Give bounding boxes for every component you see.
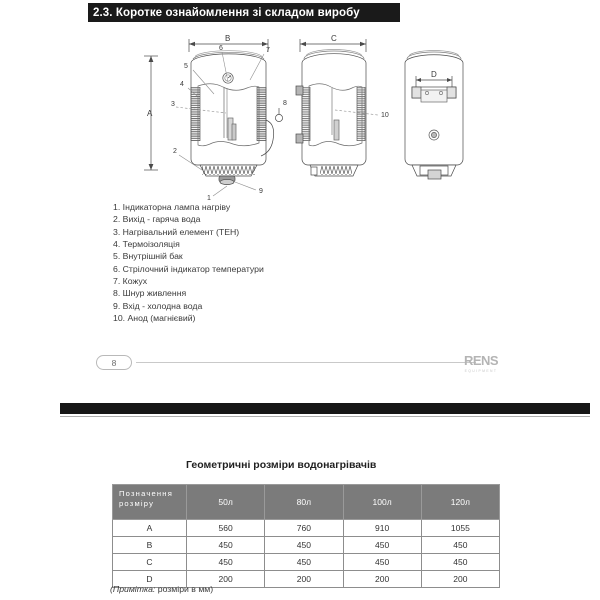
page-number-badge (96, 355, 132, 370)
svg-text:10: 10 (381, 112, 389, 119)
section-divider-line (60, 416, 590, 417)
table-cell: 200 (343, 571, 421, 588)
svg-text:3: 3 (171, 101, 175, 108)
table-cell: 200 (265, 571, 343, 588)
table-cell: 760 (265, 520, 343, 537)
brand-logo (455, 353, 507, 373)
heater-view-front (405, 51, 463, 179)
table-cell: 450 (343, 554, 421, 571)
row-label: A (113, 520, 187, 537)
svg-text:8: 8 (283, 100, 287, 107)
row-label: C (113, 554, 187, 571)
svg-text:4: 4 (180, 81, 184, 88)
svg-text:1: 1 (207, 195, 211, 200)
column-header: 100л (343, 485, 421, 520)
component-legend-list (113, 201, 413, 324)
legend-item: 3. Нагрівальний елемент (ТЕН) (113, 226, 240, 237)
table-cell: 450 (343, 537, 421, 554)
table-cell: 450 (187, 537, 265, 554)
column-header: 120л (421, 485, 499, 520)
heater-view-side (296, 34, 378, 176)
legend-item: 9. Вхід - холодна вода (113, 300, 203, 311)
table-cell: 450 (421, 554, 499, 571)
dimensions-table (112, 484, 500, 588)
table-cell: 200 (421, 571, 499, 588)
svg-text:2: 2 (173, 148, 177, 155)
table-row (113, 520, 500, 537)
svg-text:7: 7 (266, 47, 270, 54)
table-header-row (113, 485, 500, 520)
table-cell: 450 (187, 554, 265, 571)
svg-text:5: 5 (184, 63, 188, 70)
legend-item: 10. Анод (магнієвий) (113, 313, 196, 324)
section-divider-bar (60, 403, 590, 414)
table-cell: 200 (187, 571, 265, 588)
row-label: D (113, 571, 187, 588)
footer-divider (136, 362, 476, 363)
table-cell: 450 (265, 537, 343, 554)
svg-text:D: D (431, 70, 437, 79)
legend-item: 1. Індикаторна лампа нагріву (113, 202, 231, 212)
table-cell: 1055 (421, 520, 499, 537)
svg-text:6: 6 (219, 45, 223, 52)
column-header: 50л (187, 485, 265, 520)
legend-item: 6. Стрілочний індикатор температури (113, 263, 264, 274)
svg-text:B: B (225, 34, 231, 43)
table-row (113, 554, 500, 571)
table-cell: 560 (187, 520, 265, 537)
brand-name: RENS (463, 353, 499, 368)
legend-item: 4. Термоізоляція (113, 239, 180, 250)
row-label: B (113, 537, 187, 554)
section-title: 2.3. Коротке ознайомлення зі складом виробу (93, 6, 360, 19)
section-banner (88, 3, 400, 22)
legend-item: 8. Шнур живлення (113, 288, 187, 299)
water-heater-diagram (140, 30, 480, 200)
brand-tagline: EQUIPMENT (464, 369, 498, 373)
svg-text:C: C (331, 34, 337, 43)
table-row (113, 537, 500, 554)
note-emphasis: (Примітка: (110, 584, 156, 594)
legend-item: 2. Вихід - гаряча вода (113, 214, 201, 225)
heater-view-front-cutaway (176, 34, 283, 185)
column-header: 80л (265, 485, 343, 520)
table-cell: 450 (265, 554, 343, 571)
svg-text:9: 9 (259, 188, 263, 195)
page-number: 8 (111, 357, 117, 368)
note-text: розміри в мм) (155, 584, 214, 594)
table-cell: 910 (343, 520, 421, 537)
table-corner-header: Позначення розміру (113, 485, 187, 520)
legend-item: 5. Внутрішній бак (113, 251, 183, 262)
table-title: Геометричні розміри водонагрівачів (186, 459, 377, 471)
table-note (110, 584, 213, 594)
table-cell: 450 (421, 537, 499, 554)
legend-item: 7. Кожух (113, 276, 148, 287)
svg-text:A: A (147, 109, 153, 118)
